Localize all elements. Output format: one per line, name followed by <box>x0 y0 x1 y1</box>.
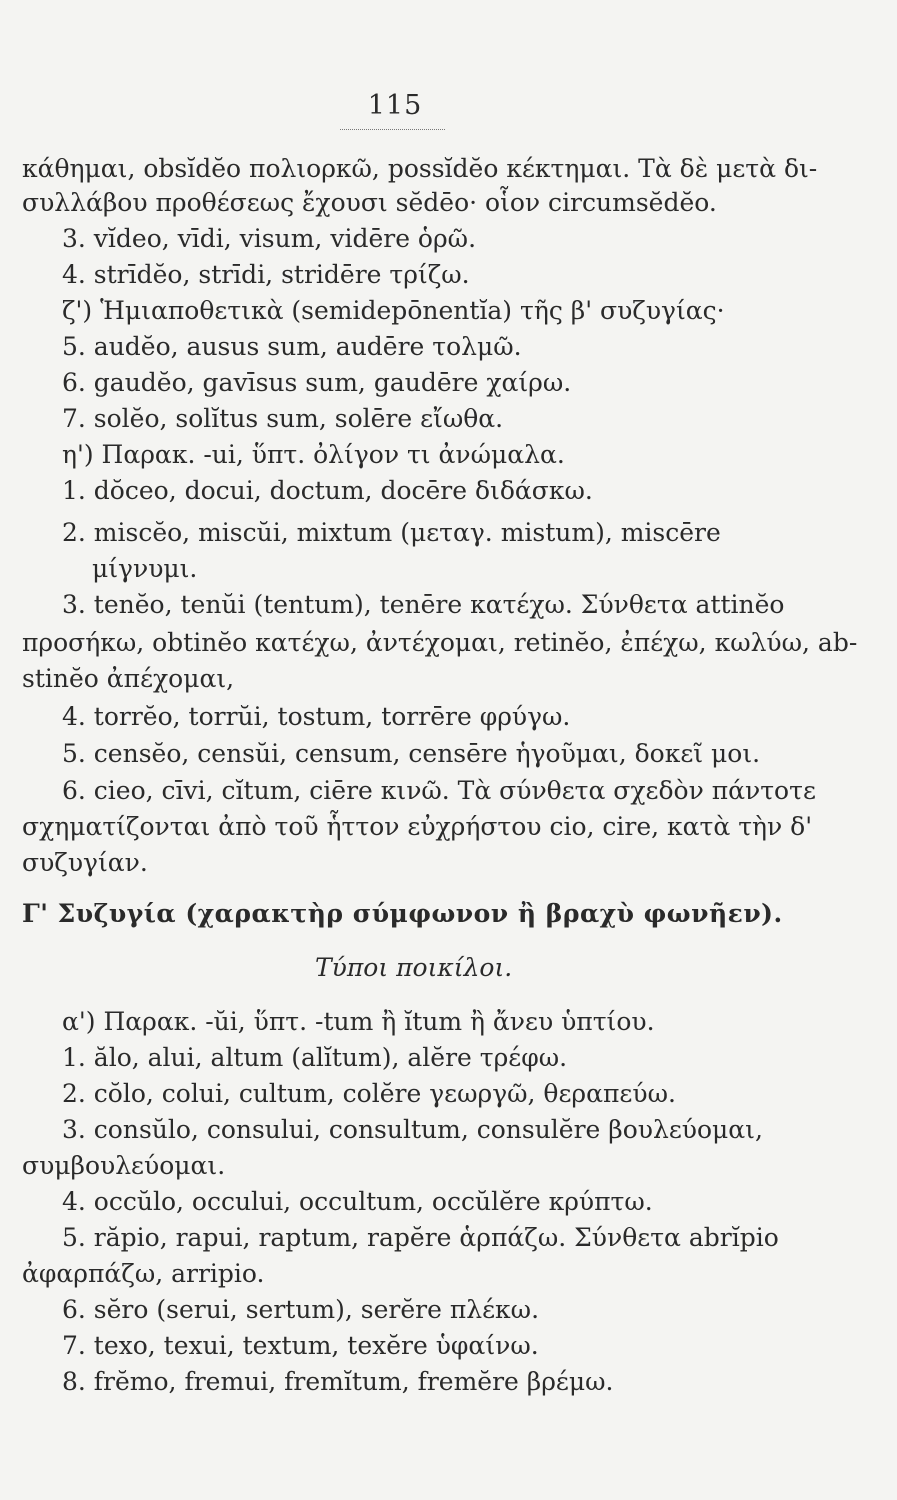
text-line-7: 6. gaudĕo, gavīsus sum, gaudēre χαίρω. <box>62 368 572 397</box>
header-rule <box>340 129 445 130</box>
text-line-29: 5. răpio, rapui, raptum, rapĕre ἁρπάζω. Σύνθετα abrĭpio <box>62 1223 779 1252</box>
text-line-23: α') Παρακ. -ŭi, ὕπτ. -tum ἢ ĭtum ἢ ἄνευ ὑπτίου. <box>62 1007 655 1036</box>
text-line-8: 7. solĕo, solĭtus sum, solēre εἴωθα. <box>62 404 504 433</box>
text-line-27: συμβουλεύομαι. <box>22 1151 226 1180</box>
text-line-11: 2. miscĕo, miscŭi, mixtum (μεταγ. mistum), miscēre <box>62 518 721 547</box>
text-line-6: 5. audĕo, ausus sum, audēre τολμῶ. <box>62 332 522 361</box>
text-line-1: κάθημαι, obsĭdĕo πολιορκῶ, possĭdĕo κέκτημαι. Τὰ δὲ μετὰ δι- <box>22 154 818 183</box>
text-line-26: 3. consŭlo, consului, consultum, consulĕre βουλεύομαι, <box>62 1115 763 1144</box>
text-line-13: 3. tenĕo, tenŭi (tentum), tenēre κατέχω. Σύνθετα attinĕo <box>62 590 785 619</box>
text-line-25: 2. cŏlo, colui, cultum, colĕre γεωργῶ, θεραπεύω. <box>62 1079 676 1108</box>
text-line-9: η') Παρακ. -ui, ὕπτ. ὀλίγον τι ἀνώμαλα. <box>62 440 565 469</box>
text-line-20: συζυγίαν. <box>22 848 148 877</box>
text-line-4: 4. strīdĕo, strīdi, stridēre τρίζω. <box>62 260 470 289</box>
text-line-16: 4. torrĕo, torrŭi, tostum, torrēre φρύγω. <box>62 702 571 731</box>
text-line-30: ἀφαρπάζω, arripio. <box>22 1259 265 1288</box>
text-line-33: 8. frĕmo, fremui, fremĭtum, fremĕre βρέμω. <box>62 1367 614 1396</box>
section-subheading: Τύποι ποικίλοι. <box>315 953 513 982</box>
text-line-24: 1. ălo, alui, altum (alĭtum), alĕre τρέφω. <box>62 1043 568 1072</box>
text-line-19: σχηματίζονται ἀπὸ τοῦ ἧττον εὐχρήστου cio, cire, κατὰ τὴν δ' <box>22 812 813 841</box>
text-line-31: 6. sĕro (serui, sertum), serĕre πλέκω. <box>62 1295 540 1324</box>
text-line-12: μίγνυμι. <box>92 554 198 583</box>
text-line-2: συλλάβου προθέσεως ἔχουσι sĕdēo· οἷον circumsĕdĕo. <box>22 188 717 217</box>
text-line-32: 7. texo, texui, textum, texĕre ὑφαίνω. <box>62 1331 539 1360</box>
text-line-18: 6. cieo, cīvi, cĭtum, ciēre κινῶ. Τὰ σύνθετα σχεδὸν πάντοτε <box>62 776 816 805</box>
section-heading: Γ' Συζυγία (χαρακτὴρ σύμφωνον ἢ βραχὺ φωνῆεν). <box>22 899 783 928</box>
text-line-5: ζ') Ἡμιαποθετικὰ (semidepōnentĭa) τῆς β' συζυγίας· <box>62 296 725 325</box>
text-line-17: 5. censĕo, censŭi, censum, censēre ἡγοῦμαι, δοκεῖ μοι. <box>62 739 761 768</box>
text-line-10: 1. dŏceo, docui, doctum, docēre διδάσκω. <box>62 476 593 505</box>
text-line-28: 4. occŭlo, occului, occultum, occŭlĕre κρύπτω. <box>62 1187 653 1216</box>
text-line-15: stinĕo ἀπέχομαι, <box>22 664 235 693</box>
page-number: 115 <box>367 90 423 121</box>
text-line-14: προσήκω, obtinĕo κατέχω, ἀντέχομαι, retinĕo, ἐπέχω, κωλύω, ab- <box>22 628 858 657</box>
text-line-3: 3. vĭdeo, vīdi, visum, vidēre ὁρῶ. <box>62 224 477 253</box>
